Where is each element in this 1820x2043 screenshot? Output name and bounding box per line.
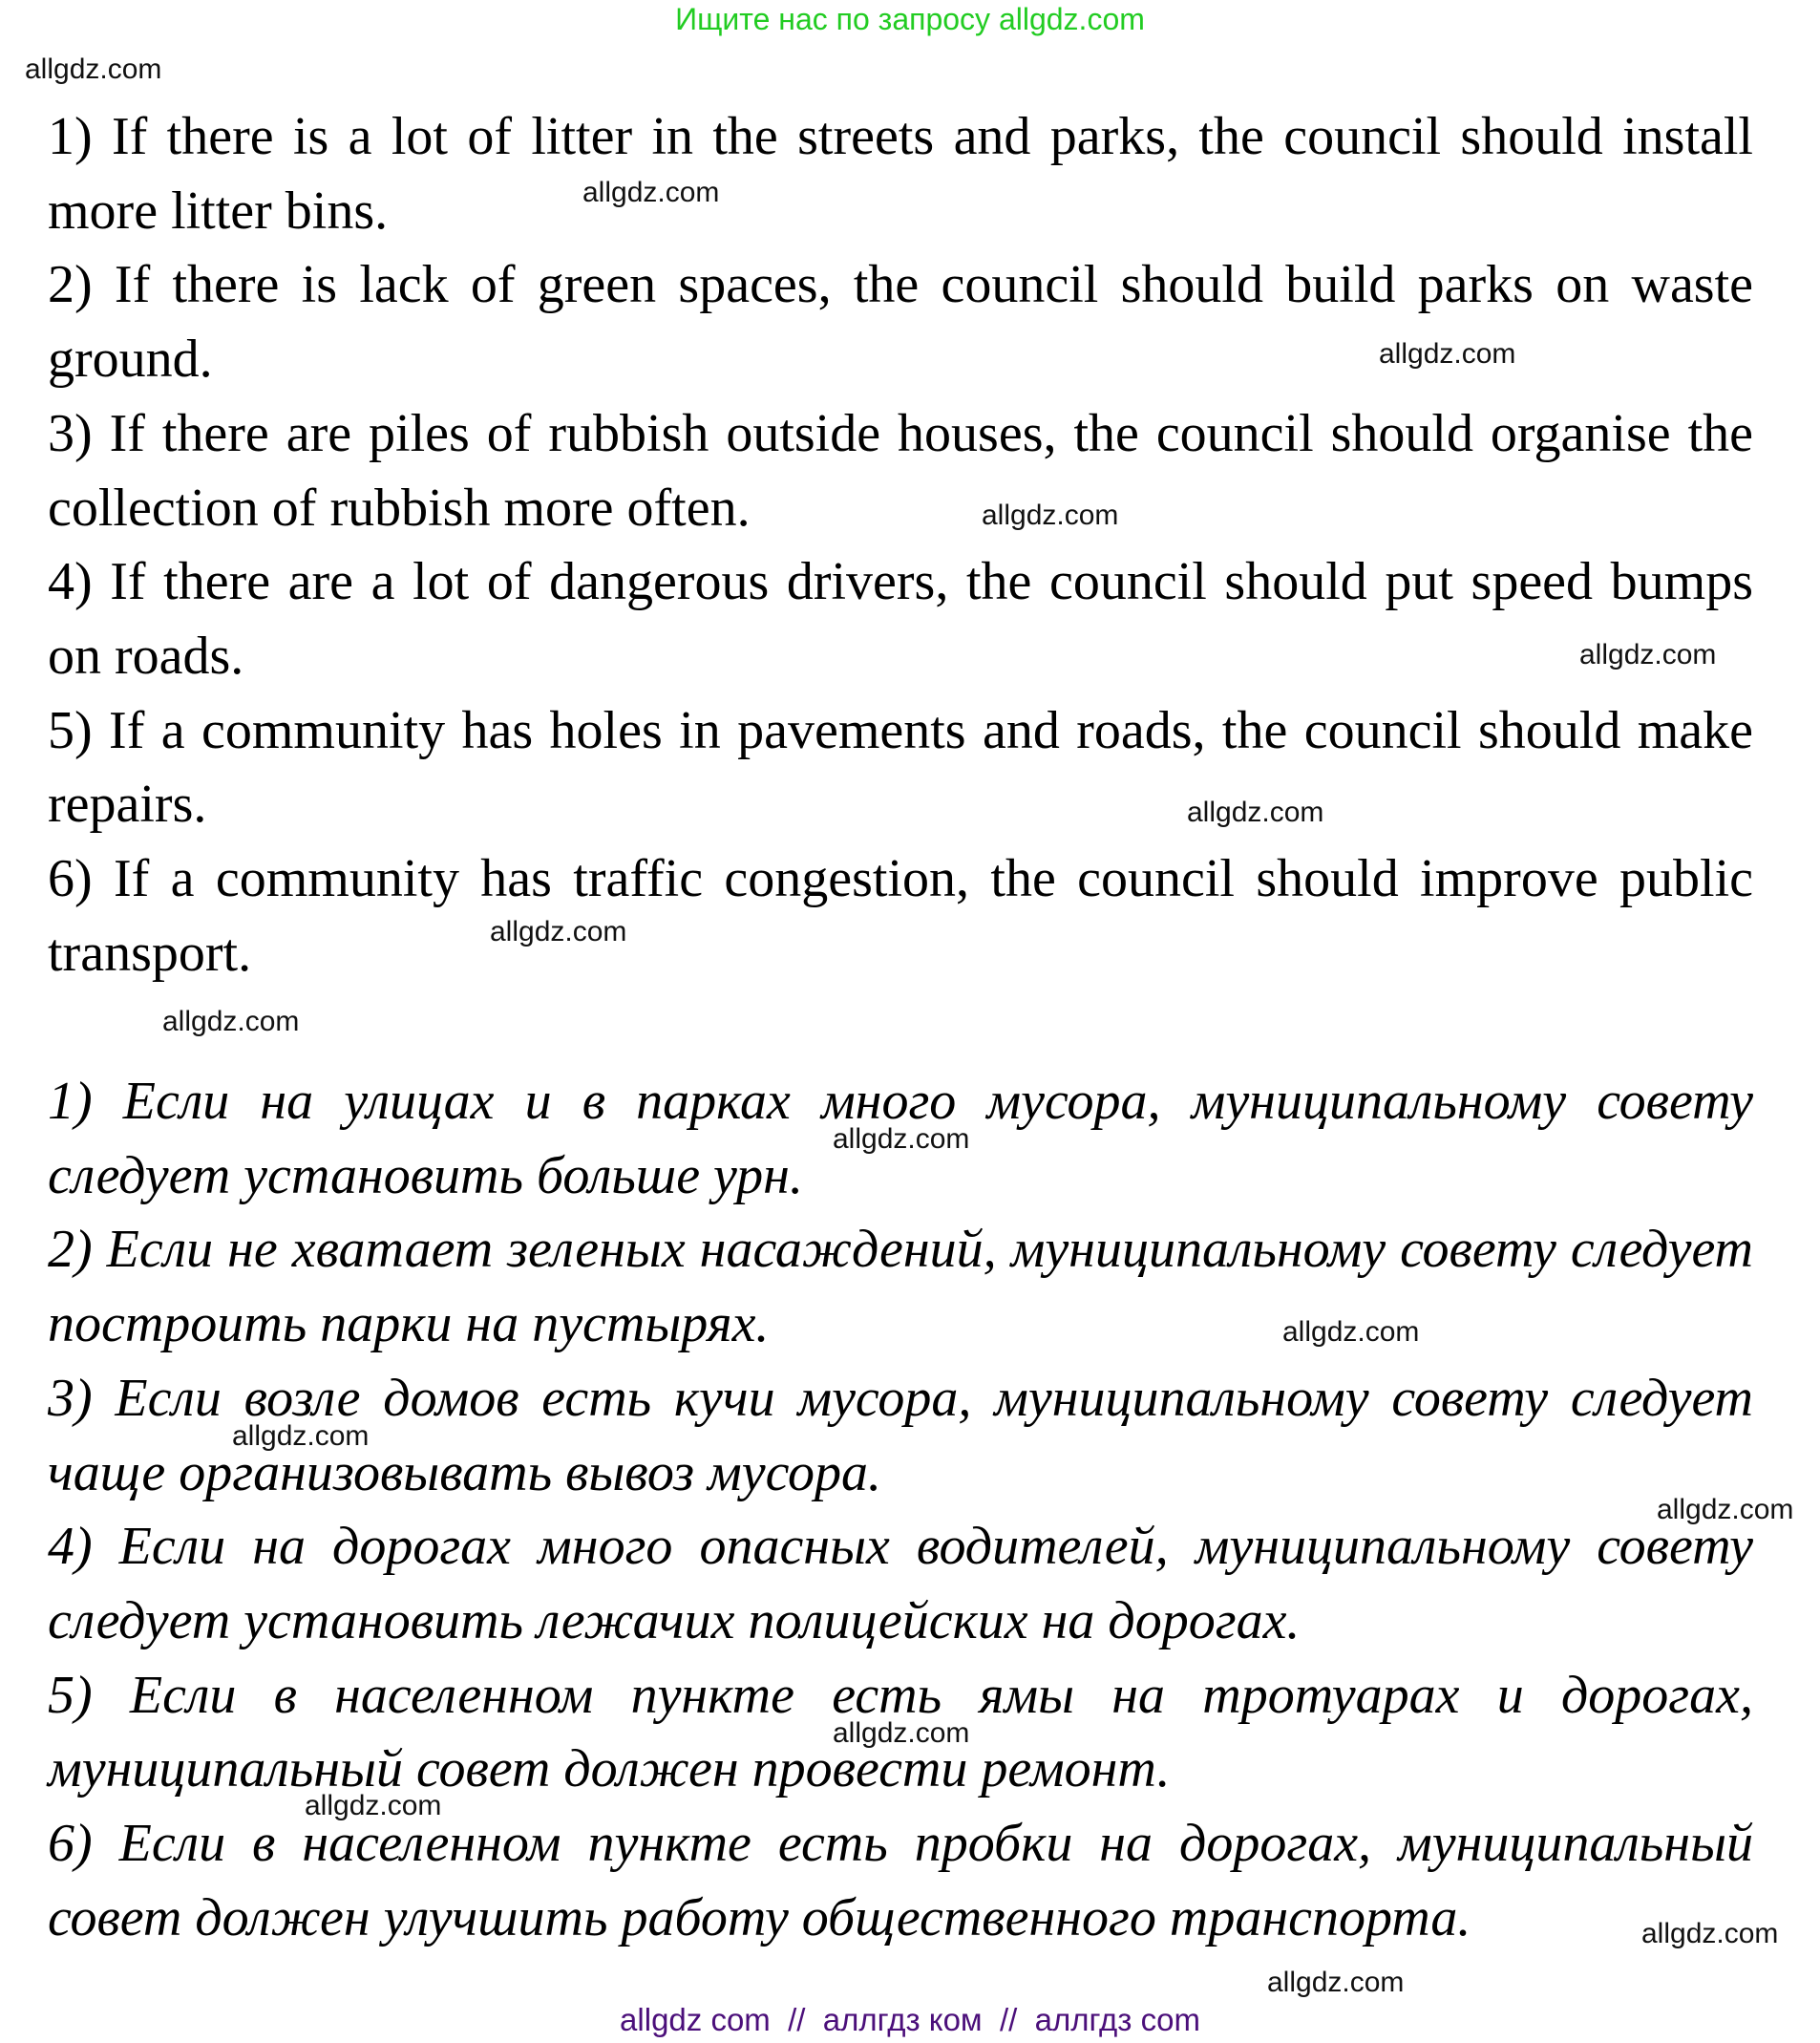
russian-item-3: 3) Если возле домов есть кучи мусора, муниципальному совету следует чаще организовывать вывоз мусора. <box>48 1368 1753 1502</box>
russian-item-6: 6) Если в населенном пункте есть пробки на дорогах, муниципальный совет должен улучшить работу общественного транспорта. <box>48 1814 1753 1947</box>
russian-item-4: 4) Если на дорогах много опасных водителей, муниципальному совету следует установить лежачих полицейских на дорогах. <box>48 1517 1753 1650</box>
watermark: allgdz.com <box>1187 797 1324 828</box>
watermark: allgdz.com <box>1579 639 1717 670</box>
watermark: allgdz.com <box>25 53 162 85</box>
russian-item-1: 1) Если на улицах и в парках много мусора, муниципальному совету следует установить больше урн. <box>48 1072 1753 1205</box>
english-item-5: 5) If a community has holes in pavements and roads, the council should make repairs. <box>48 700 1753 835</box>
russian-translation <box>48 1065 1753 1955</box>
watermark: allgdz.com <box>162 1006 300 1037</box>
english-answers <box>48 100 1753 990</box>
watermark: allgdz.com <box>833 1123 970 1155</box>
english-item-2: 2) If there is lack of green spaces, the council should build parks on waste ground. <box>48 255 1753 390</box>
watermark: allgdz.com <box>582 177 720 208</box>
watermark: allgdz.com <box>1267 1967 1405 1998</box>
russian-item-2: 2) Если не хватает зеленых насаждений, муниципальному совету следует построить парки на пустырях. <box>48 1220 1753 1354</box>
watermark: allgdz.com <box>305 1790 442 1821</box>
english-item-1: 1) If there is a lot of litter in the streets and parks, the council should install more litter bins. <box>48 107 1753 241</box>
footer-site-links: allgdz com // аллгдз ком // аллгдз com <box>620 2002 1200 2037</box>
watermark: allgdz.com <box>982 500 1119 531</box>
watermark: allgdz.com <box>1282 1316 1420 1348</box>
english-item-6: 6) If a community has traffic congestion, the council should improve public transport. <box>48 849 1753 983</box>
watermark: allgdz.com <box>833 1717 970 1749</box>
watermark: allgdz.com <box>1657 1494 1794 1525</box>
watermark: allgdz.com <box>1379 338 1516 370</box>
watermark: allgdz.com <box>232 1420 370 1452</box>
search-hint-banner: Ищите нас по запросу allgdz.com <box>675 2 1145 36</box>
watermark: allgdz.com <box>490 916 627 947</box>
russian-item-5: 5) Если в населенном пункте есть ямы на тротуарах и дорогах, муниципальный совет должен провести ремонт. <box>48 1665 1753 1799</box>
watermark: allgdz.com <box>1641 1918 1779 1949</box>
english-item-3: 3) If there are piles of rubbish outside houses, the council should organise the collection of rubbish more often. <box>48 403 1753 538</box>
english-item-4: 4) If there are a lot of dangerous drivers, the council should put speed bumps on roads. <box>48 552 1753 686</box>
